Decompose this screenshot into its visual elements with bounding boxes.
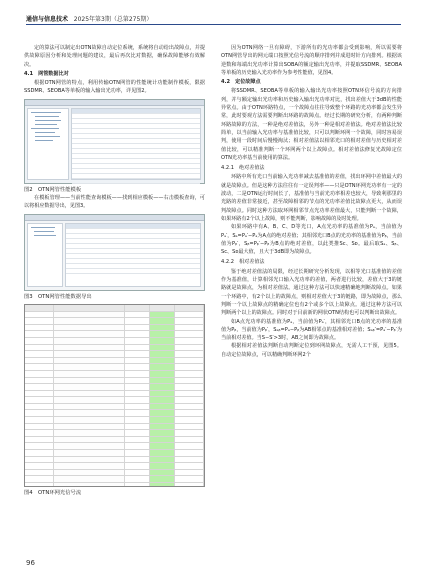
figure-3-caption: 图3 OTN网管性能数据导出 (24, 293, 92, 300)
right-para-3: 环路中所有光口当前输入光功率减去基准值的差值，找出环网中差值最大的就是故障点。但是这种方法往往有一定误判率——只是OTN环网光功率有一定的波动，二是OTN运行时间长了，基准值与当前光功率相差也较大，导致利那里的光路的差值非常接近，甚至故障相邻的节点的光功率差值比故障点更大，从而误判故障点。同时这种方法取环网相邻节点光功率差值最大，只能判断一个故障，如果环路有2个以上故障，则不能判断，影响故障的及时处理。 (221, 174, 402, 222)
right-para-5: 鉴于绝对差值法的局限，经过长期研究分析发现，以相等光口基准值的差值作为基准值，计算相邻光口输入光功率的差值，两者进行比较，差值大于3的链路就是故障点，为相对差值法。通过这种方法可以快速精确地判断故障点。如果一个环路中，有2个以上的故障点，则相对差值大于3的链路，即为故障点，那么判断一个以上故障点的精确定位也有2个或多个以上故障点。通过这种方法可以判断两个以上的故障点。同时对于目前新的网状OTN结构也可以判断出故障点。 (221, 268, 402, 317)
template-tree-panel (27, 108, 69, 180)
page-number: 96 (26, 559, 35, 567)
section-4-2-heading: 4.2 定位故障点 (221, 79, 261, 86)
left-para-2: 根据OTN网管的特点，利用传输OTN网管的性能统计功能制作模板，限据SSDMR、SEOBA等单板的输入输出光功率，详见图2。 (24, 80, 205, 95)
right-para-1: 因为OTN网络一旦有障碍，下游所有的光功率都会受到影响，所以需要将OTN网管导出的网元端口按照光信号流的顺序排列并成进时针方向排列。根据该逆数和每端出光功率计算出SOBA的额定输出光功率，并提取SSDMR、SEOBA等单板的历史输入光功率作为参考性能值，见图4。 (221, 45, 402, 76)
right-para-4: 如果环路中有A、B、C、D等光口，A点光功率的基准值为Pₐ，当前值为Pₐ′，Sₐ=Pₐ′−Pₐ为A点的绝对差值；其相邻光口B点的光功率的基准值为Pᵦ，当前值为Pᵦ′，Sᵦ=Pᵦ′−Pᵦ为B点的绝对差值，以此类推Sᴄ、Sᴅ。最后取Sₐ、Sᵦ、Sᴄ、Sᴅ最大值，且大于3dB即为故障点。 (221, 224, 402, 256)
template-detail-panel (71, 108, 201, 180)
right-para-2: 将SSDMR、SEOBA等单板的输入输出光功率按照OTN环信号流的方向排列，并与额定输出光功率和历史输入输出光功率对比，找出差值大于3dB的性能异常点。由于OTN环路特点，一个故障点往往导致整个环路的光功率都会发生异常，此时要观方法需要判断出环路的故障点。经过长期的研究分析，有两种判断环路故障的方法，一种是绝对差值法，另外一种是相对差值法。绝对差值法比较简单，以当前输入光功率与基准值比较，只可以判断环网一个故障，同时容易误判，使用一段时间后慢慢淘汰；相对差值法以相邻光口的相对差值与历史相对差值比较，可以精准判断一个环网两个以上故障点。相对差值法修复光故障定位OTN光功率基当前使用的算法。 (221, 88, 402, 161)
right-para-6: 如A点光功率的基准值为Pₐ，当前值为Pₐ′，其相邻光口B点的光功率的基准值为Pᵦ，当前值为Pᵦ′，Sₐᵦ=Pₐ−Pᵦ为AB相邻点的基准相对差值；Sₐᵦ′=Pₐ′−Pᵦ′为当前相对差值。当S−S′>3时，AB之间即为故障点。 (221, 318, 402, 342)
right-para-7: 根据相对差值法判断自动判断定位到环网故障点，无需人工干预，见图5。自动定位故障点，可以精确判断环网2个 (221, 343, 402, 358)
figure-3-screenshot (24, 214, 205, 291)
query-tree-panel (27, 223, 63, 287)
left-column (24, 44, 205, 497)
section-4-2-2-heading: 4.2.2 相对差值法 (221, 259, 265, 266)
query-result-panel (65, 223, 201, 287)
issue-label: 2025年第3期（总第275期） (73, 16, 153, 23)
header-rule (26, 24, 401, 25)
running-header (26, 14, 152, 23)
section-4-2-1-heading: 4.2.1 绝对差值法 (221, 165, 265, 172)
figure-4-table (24, 304, 205, 487)
window-titlebar (25, 215, 204, 221)
section-4-1-heading: 4.1 网管数据比对 (24, 70, 69, 77)
left-para-1: 定的算法可以制定出OTN故障自动定位系统，系统将自动给出故障点，并提供故障原因分析和处理问题的建议，最后再次比对数据，确保故障能够有效解决。 (24, 45, 205, 68)
right-column (221, 44, 402, 359)
figure-2-caption: 图2 OTN网管性能模板 (24, 186, 82, 193)
figure-2-screenshot (24, 99, 205, 184)
figure-4-caption: 图4 OTN环网光信号流 (24, 489, 82, 496)
journal-name: 通信与信息技术 (26, 16, 69, 23)
left-para-3: 在模板管理——当前性能查询模板——找到相应模板——右击模板查询，可以将相应数据导出，见图3。 (24, 195, 205, 210)
window-titlebar (25, 100, 204, 106)
